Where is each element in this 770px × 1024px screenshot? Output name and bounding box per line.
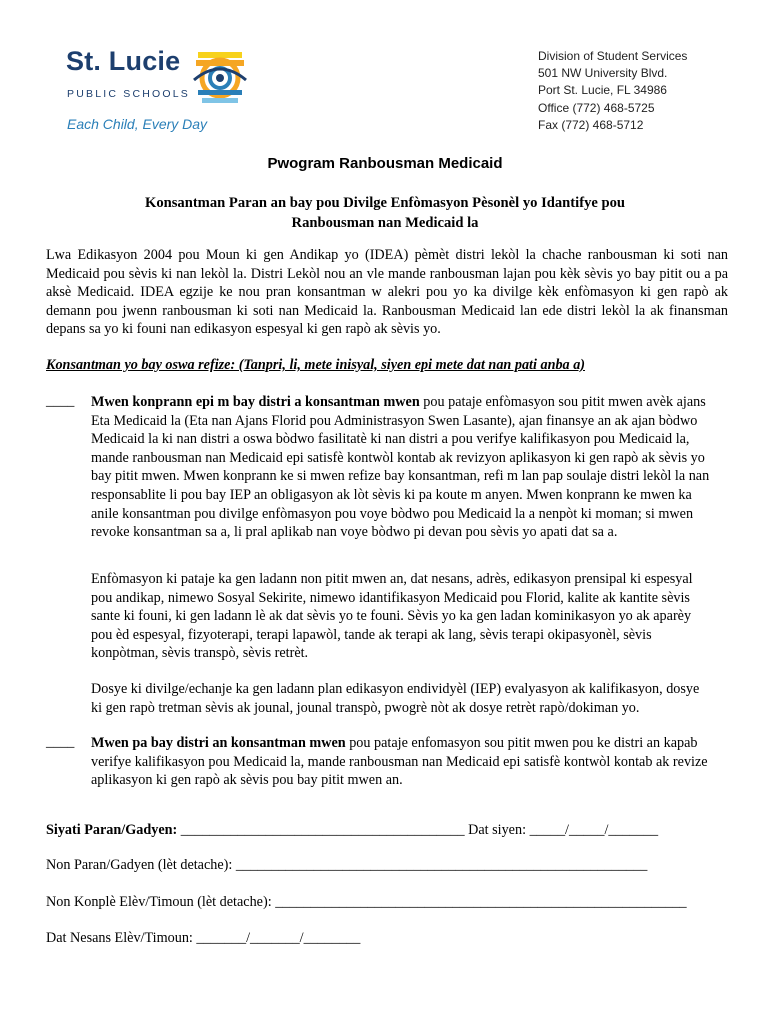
- parent-signature-line[interactable]: ________________________________________: [177, 822, 465, 838]
- option2-initial-blank[interactable]: ____: [46, 734, 75, 750]
- option1-info-paragraph: Enfòmasyon ki pataje ka gen ladann non pitit mwen an, dat nesans, adrès, edikasyon prensipal ki espesyal pou andikap, nimewo Sosyal Sekirite, nimewo idantifikasyon Medicaid pou Florid, kalite ak kantite sèvis sante ki founi, ki gen ladann lè ak dat sèvis yo te founi. Sèvis yo ka gen ladan kominikasyon yo ak aparèy pou èd espesyal, fizyoterapi, terapi lapawòl, tande ak terapi ak lang, sèvis terapi okipasyonèl, sèvis konpòtman, sèvis transpò, sèvis retrèt.: [91, 571, 693, 662]
- date-signed-label: Dat siyen:: [464, 822, 530, 838]
- option2-lead: Mwen pa bay distri an konsantman mwen: [91, 735, 346, 751]
- parent-name-label: Non Paran/Gadyen (lèt detache):: [46, 857, 236, 873]
- option2-refuse-text: [91, 734, 711, 790]
- address-line: Port St. Lucie, FL 34986: [538, 83, 667, 98]
- intro-paragraph: Lwa Edikasyon 2004 pou Moun ki gen Andikap yo (IDEA) pèmèt distri lekòl la chache ranbousman ki soti nan Medicaid pou sèvis ki nan lekòl la. Distri Lekòl nou an vle mande ranbousman lajan pou kèk sèvis yo bay pitit ou a pa aksè Medicaid. IDEA egzije ke nou pran konsantman w alekri pou yo ka divilge kèk enfòmasyon ki gen rapò ak demann pou jwenn ranbousman ki soti nan Medicaid la. Ranbousman Medicaid lan ede distri lekòl la ak finansman depans sa yo ki founi nan edikasyon espesyal ki gen rapò ak sèvis yo.: [46, 247, 728, 338]
- address-line: Division of Student Services: [538, 49, 688, 63]
- option1-records-paragraph: Dosye ki divilge/echanje ka gen ladann plan edikasyon endividyèl (IEP) evalyasyon ak kalifikasyon, dosye ki gen rapò tretman sèvis ak jounal, jounal transpò, pwogrè nòt ak dosye retrèt rapò/dokiman yo.: [91, 681, 700, 716]
- address-line: Office (772) 468-5725: [538, 100, 655, 115]
- student-name-row: [46, 894, 687, 911]
- program-title: Pwogram Ranbousman Medicaid: [267, 155, 503, 172]
- document-title: [100, 193, 670, 233]
- option1-lead: Mwen konprann epi m bay distri a konsantman mwen: [91, 394, 420, 410]
- logo-name: St. Lucie: [66, 46, 181, 76]
- school-logo: [64, 44, 254, 136]
- parent-signature-label: Siyati Paran/Gadyen:: [46, 822, 178, 838]
- document-title-line1: Konsantman Paran an bay pou Divilge Enfòmasyon Pèsonèl yo Idantifye pou: [144, 195, 626, 211]
- date-signed-line[interactable]: _____/_____/_______: [529, 822, 659, 838]
- parent-name-line[interactable]: __________________________________________________________: [235, 857, 648, 873]
- address-line: Fax (772) 468-5712: [538, 117, 644, 132]
- student-name-label: Non Konplè Elèv/Timoun (lèt detache):: [46, 894, 276, 910]
- consent-heading: Konsantman yo bay oswa refize: (Tanpri, li, mete inisyal, siyen epi mete dat nan pati anba a): [46, 357, 586, 373]
- option1-body: pou pataje enfòmasyon sou pitit mwen avèk ajans Eta Medicaid la (Eta nan Ajans Florid pou Administrasyon Swen Lasante), ajan finansye an ak ajan bòdwo Medicaid la ki nan distri a oswa bòdwo fasilitatè ki nan distri a pou verifye kalifikasyon pou Medicaid la, mande ranbousman nan Medicaid epi satisfè kontwòl kontab ak revizyon aplikasyon ki gen rapò ak sèvis yo bay pitit mwen. Mwen konprann ke si mwen refize bay konsantman, refi m lan pap soulaje distri lekòl la nan responsablite li pou bay IEP an obligasyon ak lòt sèvis ki pa koute m anyen. Mwen konprann ke mwen ka anile konsantman pou divilge enfòmasyon pou voye bòdwo pou Medicaid la a nenpòt ki moman; si mwen revoke konsantman sa a, li pral aplikab nan voye bòdwo pi devan pou sèvis yo apati dat sa a.: [91, 394, 710, 541]
- student-dob-row: [46, 930, 360, 947]
- document-title-line2: Ranbousman nan Medicaid la: [291, 215, 479, 231]
- logo-subtitle: PUBLIC SCHOOLS: [67, 88, 190, 100]
- student-dob-label: Dat Nesans Elèv/Timoun:: [46, 930, 197, 946]
- address-block: [538, 48, 687, 134]
- address-line: 501 NW University Blvd.: [538, 66, 668, 81]
- eye-sun-logo-icon: [192, 46, 248, 108]
- option1-initial-blank[interactable]: ____: [46, 393, 75, 409]
- student-dob-line[interactable]: _______/_______/________: [196, 930, 361, 946]
- logo-tagline: Each Child, Every Day: [67, 116, 208, 132]
- option1-consent-text: [91, 393, 711, 542]
- student-name-line[interactable]: __________________________________________________________: [275, 894, 687, 910]
- parent-name-row: [46, 857, 647, 874]
- option2-body: pou pataje enfomasyon sou pitit mwen pou ke distri an kapab verifye kalifikasyon pou Medicaid la, mande ranbousman nan Medicaid epi satisfè kontwòl kontab ak revize aplikasyon ki gen rapò ak sèvis pou bay pitit mwen an.: [91, 735, 708, 789]
- parent-signature-row: [46, 822, 658, 839]
